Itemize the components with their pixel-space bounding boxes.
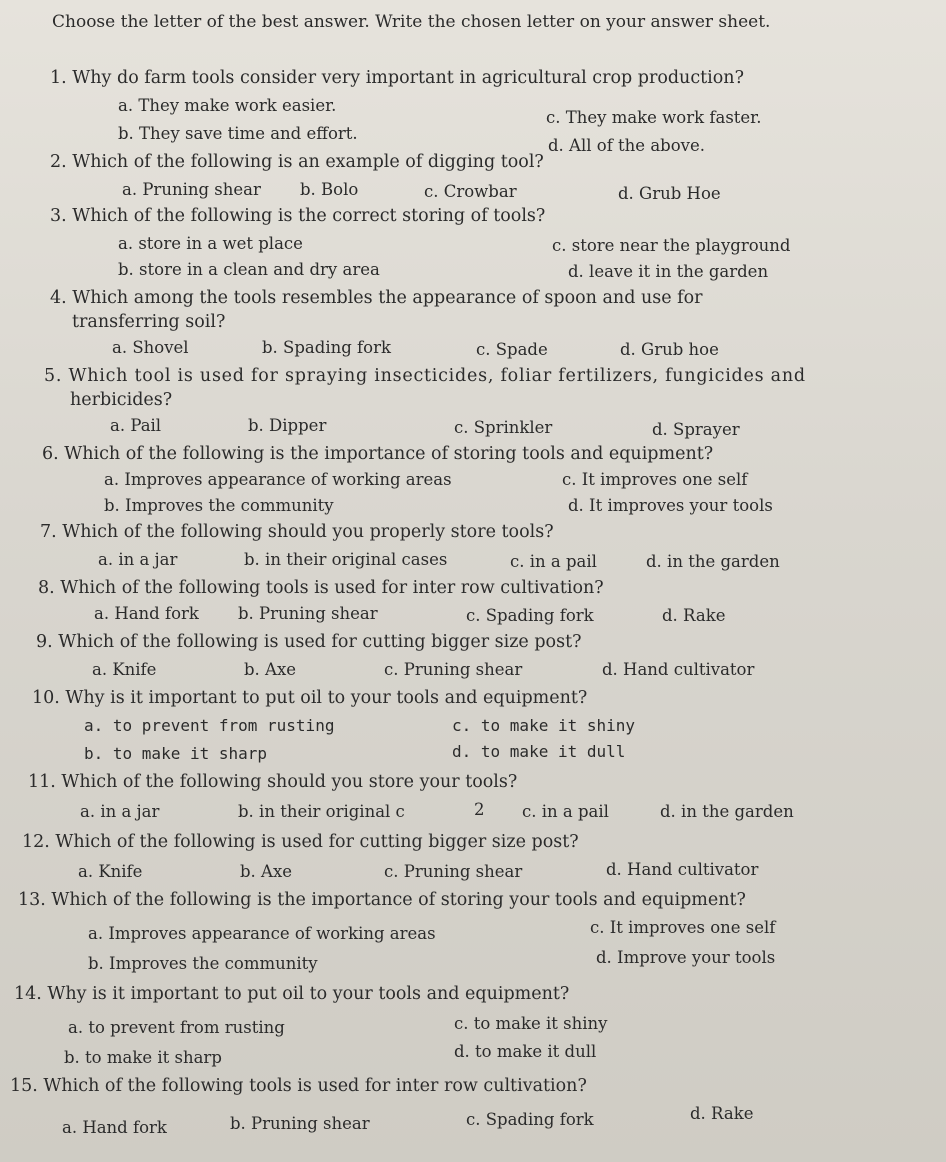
- option-d: d. Hand cultivator: [602, 660, 755, 679]
- option-c: c. in a pail: [510, 552, 597, 571]
- option-d: d. All of the above.: [548, 136, 705, 155]
- question-number: 12.: [22, 832, 50, 852]
- question-10: [32, 688, 587, 708]
- option-a: a. to prevent from rusting: [68, 1018, 285, 1037]
- question-text: Why do farm tools consider very important in agricultural crop production?: [72, 68, 744, 88]
- question-number: 8.: [38, 578, 55, 598]
- option-a: a. store in a wet place: [118, 234, 303, 253]
- question-13: [18, 890, 746, 910]
- option-d: d. leave it in the garden: [568, 262, 769, 281]
- option-a: a. in a jar: [98, 550, 178, 569]
- option-d: d. Grub hoe: [620, 340, 719, 359]
- question-text: Which of the following tools is used for inter row cultivation?: [60, 578, 604, 598]
- option-c: c. to make it shiny: [452, 716, 636, 735]
- stray-mark: 2: [474, 800, 485, 819]
- option-b: b. Spading fork: [262, 338, 391, 357]
- option-a: a. Improves appearance of working areas: [88, 924, 436, 943]
- question-text: Which of the following is used for cutting bigger size post?: [55, 832, 579, 852]
- option-c: c. They make work faster.: [546, 108, 762, 127]
- option-c: c. Crowbar: [424, 182, 517, 201]
- option-a: a. Shovel: [112, 338, 189, 357]
- option-b: b. in their original c: [238, 802, 405, 821]
- option-a: a. Pruning shear: [122, 180, 261, 199]
- question-text: Which tool is used for spraying insecticides, foliar fertilizers, fungicides and: [68, 366, 806, 386]
- question-number: 10.: [32, 688, 60, 708]
- option-d: d. Sprayer: [652, 420, 740, 439]
- instructions: Choose the letter of the best answer. Write the chosen letter on your answer sheet.: [52, 12, 771, 32]
- question-number: 13.: [18, 890, 46, 910]
- option-d: d. Rake: [662, 606, 726, 625]
- option-c: c. It improves one self: [562, 470, 748, 489]
- question-number: 7.: [40, 522, 57, 542]
- question-number: 15.: [10, 1076, 38, 1096]
- option-c: c. in a pail: [522, 802, 609, 821]
- question-text-continued: transferring soil?: [72, 312, 226, 332]
- option-c: c. Pruning shear: [384, 862, 523, 881]
- option-a: a. in a jar: [80, 802, 160, 821]
- option-b: b. Dipper: [248, 416, 327, 435]
- option-b: b. Improves the community: [104, 496, 334, 515]
- question-1: [50, 68, 744, 88]
- question-4: [50, 288, 703, 308]
- option-b: b. They save time and effort.: [118, 124, 358, 143]
- question-text: Which of the following should you store your tools?: [61, 772, 518, 792]
- question-text: Which of the following tools is used for inter row cultivation?: [43, 1076, 587, 1096]
- question-number: 5.: [44, 366, 63, 386]
- question-11: [28, 772, 517, 792]
- question-text: Why is it important to put oil to your tools and equipment?: [65, 688, 588, 708]
- option-d: d. It improves your tools: [568, 496, 773, 515]
- option-c: c. to make it shiny: [454, 1014, 608, 1033]
- option-c: c. Spading fork: [466, 606, 594, 625]
- option-a: a. Hand fork: [94, 604, 199, 623]
- question-5: [44, 366, 806, 386]
- question-12: [22, 832, 579, 852]
- option-d: d. to make it dull: [454, 1042, 597, 1061]
- option-a: a. Improves appearance of working areas: [104, 470, 452, 489]
- question-number: 6.: [42, 444, 59, 464]
- option-b: b. in their original cases: [244, 550, 448, 569]
- option-a: a. Hand fork: [62, 1118, 167, 1137]
- question-text: Which of the following is the importance of storing tools and equipment?: [64, 444, 714, 464]
- option-b: b. Bolo: [300, 180, 359, 199]
- question-text: Which of the following is the importance of storing your tools and equipment?: [51, 890, 746, 910]
- option-b: b. Pruning shear: [230, 1114, 370, 1133]
- question-8: [38, 578, 604, 598]
- option-d: d. Hand cultivator: [606, 860, 759, 879]
- option-c: c. It improves one self: [590, 918, 776, 937]
- question-number: 11.: [28, 772, 56, 792]
- question-text: Which of the following is an example of digging tool?: [72, 152, 544, 172]
- question-15: [10, 1076, 587, 1096]
- option-b: b. to make it sharp: [64, 1048, 222, 1067]
- question-2: [50, 152, 544, 172]
- option-b: b. Axe: [240, 862, 293, 881]
- option-a: a. Knife: [78, 862, 143, 881]
- question-text: Which among the tools resembles the appearance of spoon and use for: [72, 288, 703, 308]
- option-a: a. to prevent from rusting: [84, 716, 335, 735]
- question-text: Which of the following is used for cutting bigger size post?: [58, 632, 582, 652]
- question-text: Which of the following is the correct storing of tools?: [72, 206, 546, 226]
- option-d: d. Improve your tools: [596, 948, 776, 967]
- option-b: b. to make it sharp: [84, 744, 268, 763]
- option-c: c. Spade: [476, 340, 548, 359]
- option-c: c. store near the playground: [552, 236, 791, 255]
- option-c: c. Pruning shear: [384, 660, 523, 679]
- option-b: b. Pruning shear: [238, 604, 378, 623]
- question-7: [40, 522, 554, 542]
- option-b: b. store in a clean and dry area: [118, 260, 380, 279]
- question-text: Why is it important to put oil to your tools and equipment?: [47, 984, 570, 1004]
- question-number: 9.: [36, 632, 53, 652]
- question-9: [36, 632, 582, 652]
- option-d: d. in the garden: [646, 552, 780, 571]
- question-number: 3.: [50, 206, 67, 226]
- option-d: d. Grub Hoe: [618, 184, 721, 203]
- option-a: a. Knife: [92, 660, 157, 679]
- option-a: a. They make work easier.: [118, 96, 337, 115]
- question-number: 2.: [50, 152, 67, 172]
- option-d: d. to make it dull: [452, 742, 626, 761]
- question-number: 4.: [50, 288, 67, 308]
- option-b: b. Improves the community: [88, 954, 318, 973]
- option-a: a. Pail: [110, 416, 162, 435]
- option-d: d. Rake: [690, 1104, 754, 1123]
- question-text-continued: herbicides?: [70, 390, 173, 410]
- question-3: [50, 206, 545, 226]
- option-c: c. Spading fork: [466, 1110, 594, 1129]
- question-14: [14, 984, 569, 1004]
- question-text: Which of the following should you properly store tools?: [62, 522, 554, 542]
- option-b: b. Axe: [244, 660, 297, 679]
- option-c: c. Sprinkler: [454, 418, 553, 437]
- question-number: 14.: [14, 984, 42, 1004]
- option-d: d. in the garden: [660, 802, 794, 821]
- question-number: 1.: [50, 68, 67, 88]
- question-6: [42, 444, 713, 464]
